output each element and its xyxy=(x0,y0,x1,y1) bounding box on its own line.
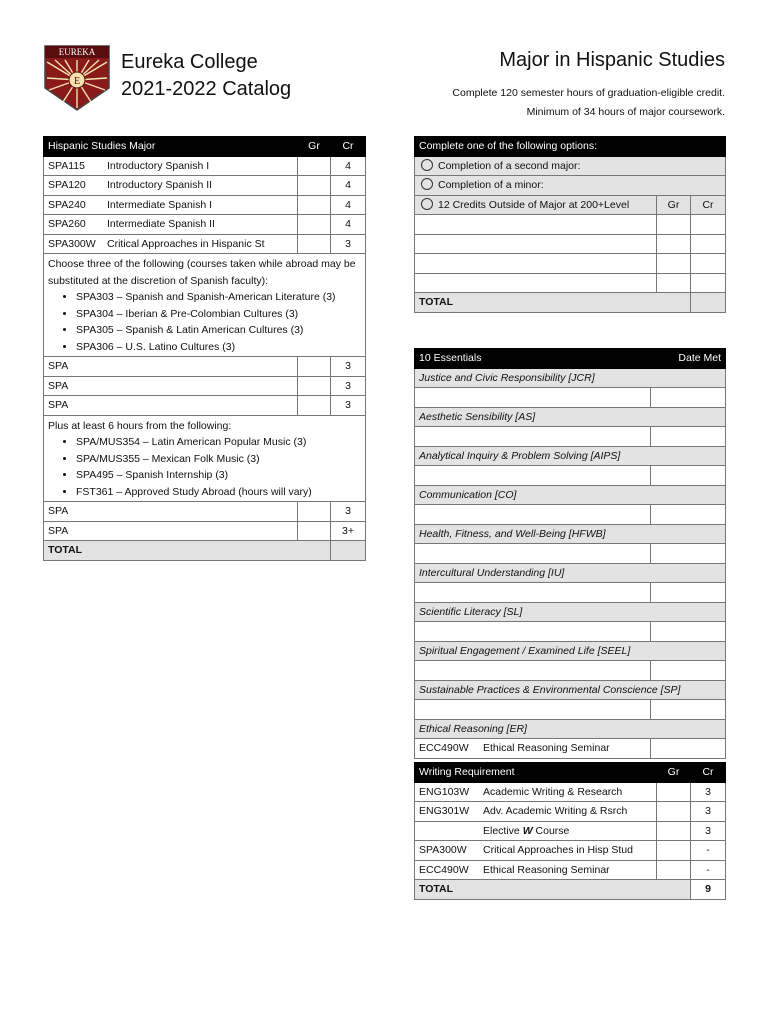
total-credit-cell: 9 xyxy=(691,880,726,900)
course-name: Introductory Spanish I xyxy=(107,159,210,172)
course-code-cell[interactable]: SPA xyxy=(44,357,298,377)
eureka-college-logo xyxy=(43,44,111,112)
essential-label: Scientific Literacy [SL] xyxy=(415,602,726,622)
grade-cell[interactable] xyxy=(657,802,691,822)
writing-table xyxy=(414,762,726,900)
essential-course-cell[interactable] xyxy=(415,622,651,642)
credit-header: Cr xyxy=(331,137,366,157)
essential-label: Aesthetic Sensibility [AS] xyxy=(415,407,726,427)
course-name: Ethical Reasoning Seminar xyxy=(483,863,610,876)
grade-cell[interactable] xyxy=(657,234,691,254)
credit-cell: 4 xyxy=(331,176,366,196)
course-name: Critical Approaches in Hisp Stud xyxy=(483,844,633,857)
credit-cell: 3 xyxy=(331,396,366,416)
date-met-cell[interactable] xyxy=(651,427,726,447)
course-code: ECC490W xyxy=(419,742,469,755)
course-name: Ethical Reasoning Seminar xyxy=(483,742,610,755)
course-name: Academic Writing & Research xyxy=(483,785,623,798)
options-header xyxy=(415,137,726,157)
list-item: • SPA305 – Spanish & Latin American Cultures (3) xyxy=(76,322,361,339)
major-table-title: Hispanic Studies Major xyxy=(44,137,298,157)
grade-cell[interactable] xyxy=(298,215,331,235)
credit-cell[interactable] xyxy=(691,215,726,235)
credit-cell: 3 xyxy=(331,376,366,396)
grade-cell[interactable] xyxy=(298,502,331,522)
major-table xyxy=(43,136,366,561)
course-code: ENG301W xyxy=(419,805,470,818)
course-name: Intermediate Spanish I xyxy=(107,198,213,211)
grade-cell[interactable] xyxy=(298,156,331,176)
list-item: • SPA306 – U.S. Latino Cultures (3) xyxy=(76,339,361,356)
course-code: SPA260 xyxy=(48,218,86,231)
credit-cell: 4 xyxy=(331,195,366,215)
course-code-cell[interactable]: SPA xyxy=(44,521,298,541)
option-row xyxy=(415,176,726,196)
table-row xyxy=(415,254,726,274)
date-met-cell[interactable] xyxy=(651,388,726,408)
essential-label: Justice and Civic Responsibility [JCR] xyxy=(415,368,726,388)
grade-cell[interactable] xyxy=(657,782,691,802)
course-cell[interactable] xyxy=(415,273,657,293)
table-row xyxy=(44,396,366,416)
total-row xyxy=(415,293,726,313)
total-label: TOTAL xyxy=(415,880,691,900)
grade-cell[interactable] xyxy=(298,376,331,396)
essential-course-cell[interactable] xyxy=(415,661,651,681)
option-label: Completion of a minor: xyxy=(438,179,544,192)
grade-cell[interactable] xyxy=(657,841,691,861)
essential-label: Analytical Inquiry & Problem Solving [AIPS] xyxy=(415,446,726,466)
table-row xyxy=(44,234,366,254)
course-name-prefix: Elective xyxy=(483,824,523,837)
grade-cell[interactable] xyxy=(657,273,691,293)
credit-cell: 4 xyxy=(331,215,366,235)
major-table-header xyxy=(44,137,366,157)
essential-label: Sustainable Practices & Environmental Conscience [SP] xyxy=(415,680,726,700)
grade-cell[interactable] xyxy=(298,176,331,196)
table-row xyxy=(415,215,726,235)
logo-text: EUREKA xyxy=(58,47,96,57)
credit-cell: 3 xyxy=(331,234,366,254)
course-code: SPA300W xyxy=(48,237,96,250)
course-code: SPA240 xyxy=(48,198,86,211)
table-row xyxy=(415,821,726,841)
essential-label: Ethical Reasoning [ER] xyxy=(415,719,726,739)
credit-cell[interactable] xyxy=(691,234,726,254)
table-row xyxy=(415,841,726,861)
total-credit-cell[interactable] xyxy=(691,293,726,313)
grade-cell[interactable] xyxy=(657,821,691,841)
course-code: ENG103W xyxy=(419,785,470,798)
essential-label: Health, Fitness, and Well-Being [HFWB] xyxy=(415,524,726,544)
date-met-cell[interactable] xyxy=(651,661,726,681)
plus-note: Plus at least 6 hours from the following: xyxy=(48,419,232,432)
course-code-cell[interactable]: SPA xyxy=(44,502,298,522)
option-label: 12 Credits Outside of Major at 200+Level xyxy=(438,198,630,211)
table-row xyxy=(44,176,366,196)
credit-cell[interactable] xyxy=(691,254,726,274)
total-credit-cell[interactable] xyxy=(331,541,366,561)
table-row xyxy=(44,156,366,176)
plus-list xyxy=(48,434,361,500)
option-label: Completion of a second major: xyxy=(438,159,581,172)
course-name: Intermediate Spanish II xyxy=(107,218,215,231)
course-code: SPA120 xyxy=(48,179,86,192)
grade-cell[interactable] xyxy=(657,215,691,235)
total-label: TOTAL xyxy=(44,541,331,561)
credit-header: Cr xyxy=(691,763,726,783)
table-row xyxy=(415,860,726,880)
date-met-cell[interactable] xyxy=(651,505,726,525)
course-cell[interactable] xyxy=(415,254,657,274)
catalog-year: 2021-2022 Catalog xyxy=(121,78,292,100)
options-title: Complete one of the following options: xyxy=(415,137,726,157)
credit-cell: 3 xyxy=(331,502,366,522)
radio-button[interactable] xyxy=(421,178,433,190)
grade-header: Gr xyxy=(298,137,331,157)
credit-header: Cr xyxy=(691,195,726,215)
grade-cell[interactable] xyxy=(657,860,691,880)
grade-cell[interactable] xyxy=(298,396,331,416)
credit-cell: 3 xyxy=(691,821,726,841)
grade-header: Gr xyxy=(657,195,691,215)
course-name: Adv. Academic Writing & Rsrch xyxy=(483,805,628,818)
radio-button[interactable] xyxy=(421,159,433,171)
grade-cell[interactable] xyxy=(298,357,331,377)
credit-cell: 4 xyxy=(331,156,366,176)
choose-note-row xyxy=(44,254,366,357)
radio-button[interactable] xyxy=(421,198,433,210)
grade-header: Gr xyxy=(657,763,691,783)
grade-cell[interactable] xyxy=(657,254,691,274)
date-met-cell[interactable] xyxy=(651,700,726,720)
total-row xyxy=(44,541,366,561)
date-met-header: Date Met xyxy=(651,349,726,369)
course-code: ECC490W xyxy=(419,863,469,876)
essentials-header xyxy=(415,349,726,369)
credit-cell: 3 xyxy=(691,782,726,802)
option-row xyxy=(415,156,726,176)
course-code-cell[interactable]: SPA xyxy=(44,376,298,396)
choose-list xyxy=(48,289,361,355)
plus-note-row xyxy=(44,415,366,502)
major-hours-requirement: Minimum of 34 hours of major coursework. xyxy=(526,106,725,118)
college-heading xyxy=(121,49,291,103)
course-code: SPA300W xyxy=(419,844,467,857)
major-title: Major in Hispanic Studies xyxy=(499,49,725,71)
list-item: • SPA303 – Spanish and Spanish-American Literature (3) xyxy=(76,289,361,306)
essential-course-cell[interactable] xyxy=(415,427,651,447)
option-row xyxy=(415,195,726,215)
choose-note: Choose three of the following (courses taken while abroad may be substituted at the discretion of Spanish faculty): xyxy=(48,258,356,287)
essential-course-cell[interactable] xyxy=(415,583,651,603)
options-table xyxy=(414,136,726,313)
essential-label: Spiritual Engagement / Examined Life [SEEL] xyxy=(415,641,726,661)
table-row xyxy=(44,195,366,215)
table-row xyxy=(415,802,726,822)
college-name: Eureka College xyxy=(121,51,258,73)
list-item: • SPA304 – Iberian & Pre-Colombian Cultures (3) xyxy=(76,306,361,323)
list-item: • SPA/MUS355 – Mexican Folk Music (3) xyxy=(76,451,361,468)
writing-title: Writing Requirement xyxy=(415,763,657,783)
credit-cell: 3 xyxy=(691,802,726,822)
table-row xyxy=(415,234,726,254)
course-cell[interactable] xyxy=(415,215,657,235)
essentials-table xyxy=(414,348,726,759)
list-item: • SPA/MUS354 – Latin American Popular Music (3) xyxy=(76,434,361,451)
credit-cell: 3 xyxy=(331,357,366,377)
credit-cell: 3+ xyxy=(331,521,366,541)
course-name: Introductory Spanish II xyxy=(107,179,213,192)
table-row xyxy=(44,502,366,522)
table-row xyxy=(44,521,366,541)
credit-cell: - xyxy=(691,860,726,880)
total-label: TOTAL xyxy=(415,293,691,313)
essential-course-cell[interactable] xyxy=(415,700,651,720)
writing-header xyxy=(415,763,726,783)
essential-label: Intercultural Understanding [IU] xyxy=(415,563,726,583)
date-met-cell[interactable] xyxy=(651,466,726,486)
essential-label: Communication [CO] xyxy=(415,485,726,505)
grade-cell[interactable] xyxy=(298,234,331,254)
credit-cell[interactable] xyxy=(691,273,726,293)
credit-cell: - xyxy=(691,841,726,861)
table-row xyxy=(415,273,726,293)
essential-course-cell[interactable] xyxy=(415,466,651,486)
list-item: • SPA495 – Spanish Internship (3) xyxy=(76,467,361,484)
course-code: SPA115 xyxy=(48,159,85,172)
table-row xyxy=(44,376,366,396)
total-row xyxy=(415,880,726,900)
essentials-title: 10 Essentials xyxy=(415,349,651,369)
date-met-cell[interactable] xyxy=(651,583,726,603)
table-row xyxy=(415,782,726,802)
course-name-suffix: Course xyxy=(532,824,570,837)
table-row xyxy=(44,357,366,377)
essential-course-cell[interactable] xyxy=(415,544,651,564)
course-name: Critical Approaches in Hispanic St xyxy=(107,237,265,250)
date-met-cell[interactable] xyxy=(651,622,726,642)
logo-letter: E xyxy=(73,76,81,87)
date-met-cell[interactable] xyxy=(651,544,726,564)
date-met-cell[interactable] xyxy=(651,739,726,759)
grade-cell[interactable] xyxy=(298,195,331,215)
course-cell[interactable] xyxy=(415,234,657,254)
w-emphasis: W xyxy=(522,824,533,837)
credit-requirement: Complete 120 semester hours of graduation-eligible credit. xyxy=(452,87,725,99)
grade-cell[interactable] xyxy=(298,521,331,541)
essential-course-cell[interactable] xyxy=(415,505,651,525)
essential-course-cell[interactable] xyxy=(415,388,651,408)
course-code-cell[interactable]: SPA xyxy=(44,396,298,416)
list-item: • FST361 – Approved Study Abroad (hours will vary) xyxy=(76,484,361,501)
table-row xyxy=(44,215,366,235)
